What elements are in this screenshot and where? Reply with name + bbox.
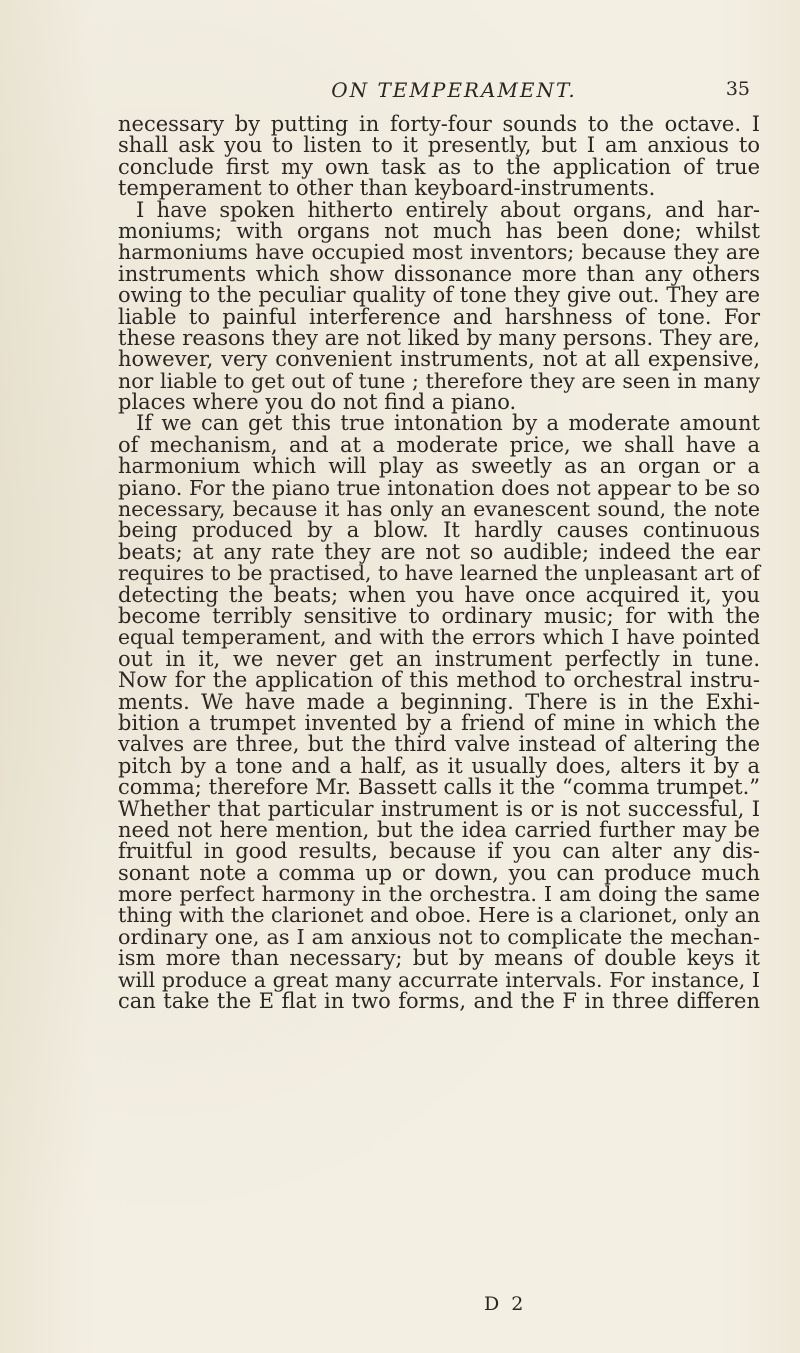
- text-line: necessary by putting in forty-four sounds to the octave. I: [118, 112, 760, 136]
- text-line: requires to be practised, to have learned the unpleasant art of: [118, 561, 760, 586]
- text-line: out in it, we never get an instrument perfectly in tune.: [118, 646, 760, 671]
- text-line: fruitful in good results, because if you can alter any dis-: [118, 839, 760, 864]
- text-line: harmonium which will play as sweetly as an organ or a: [118, 454, 760, 479]
- text-line: will produce a great many accurrate intervals. For instance, I: [118, 967, 760, 992]
- text-line: piano. For the piano true intonation does not appear to be so: [118, 475, 760, 500]
- text-line: thing with the clarionet and oboe. Here is a clarionet, only an: [118, 903, 761, 928]
- text-line: shall ask you to listen to it presently, but I am anxious to: [118, 133, 760, 158]
- text-line: necessary, because it has only an evanescent sound, the note: [118, 497, 760, 522]
- running-title: ON TEMPERAMENT.: [331, 78, 577, 102]
- text-line: these reasons they are not liked by many persons. They are,: [118, 325, 760, 350]
- page-number: 35: [725, 78, 750, 100]
- text-line: liable to painful interference and harshness of tone. For: [118, 304, 760, 329]
- text-line: can take the E flat in two forms, and the F in three differen: [118, 989, 760, 1014]
- text-line: pitch by a tone and a half, as it usually does, alters it by a: [118, 753, 760, 778]
- text-line: being produced by a blow. It hardly causes continuous: [118, 518, 760, 543]
- running-head: [118, 78, 750, 108]
- text-line: Whether that particular instrument is or is not successful, I: [118, 796, 760, 821]
- text-line: instruments which show dissonance more than any others: [118, 261, 760, 286]
- text-line: ments. We have made a beginning. There is in the Exhi-: [118, 689, 760, 714]
- text-line: places where you do not find a piano.: [118, 390, 517, 415]
- text-line: nor liable to get out of tune ; therefore they are seen in many: [118, 368, 760, 393]
- text-line: however, very convenient instruments, not at all expensive,: [118, 347, 760, 372]
- text-line: bition a trumpet invented by a friend of mine in which the: [118, 710, 760, 735]
- text-line: equal temperament, and with the errors which I have pointed: [118, 625, 760, 650]
- text-line: become terribly sensitive to ordinary music; for with the: [118, 603, 760, 628]
- body-text: [118, 114, 760, 1012]
- text-line: beats; at any rate they are not so audible; indeed the ear: [118, 539, 760, 564]
- text-line: I have spoken hitherto entirely about organs, and har-: [136, 197, 760, 222]
- text-line: detecting the beats; when you have once acquired it, you: [118, 582, 760, 607]
- text-line: Now for the application of this method to orchestral instru-: [118, 668, 760, 693]
- text-line: sonant note a comma up or down, you can produce much: [118, 860, 760, 885]
- text-line: owing to the peculiar quality of tone they give out. They are: [118, 283, 760, 308]
- text-line: comma; therefore Mr. Bassett calls it the “comma trumpet.”: [118, 775, 760, 800]
- text-line: ordinary one, as I am anxious not to complicate the mechan-: [118, 924, 760, 949]
- text-line: ism more than necessary; but by means of double keys it: [118, 946, 760, 971]
- text-line: need not here mention, but the idea carried further may be: [118, 817, 760, 842]
- text-line: conclude first my own task as to the application of true: [118, 154, 760, 179]
- text-line: temperament to other than keyboard-instruments.: [118, 176, 656, 201]
- text-line: If we can get this true intonation by a moderate amount: [136, 411, 760, 436]
- text-line: moniums; with organs not much has been done; whilst: [118, 218, 760, 243]
- text-line: of mechanism, and at a moderate price, we shall have a: [118, 432, 760, 457]
- text-line: more perfect harmony in the orchestra. I am doing the same: [118, 882, 760, 907]
- signature-mark: D 2: [484, 1293, 527, 1315]
- text-line: valves are three, but the third valve instead of altering the: [118, 732, 760, 757]
- text-line: harmoniums have occupied most inventors; because they are: [118, 240, 760, 265]
